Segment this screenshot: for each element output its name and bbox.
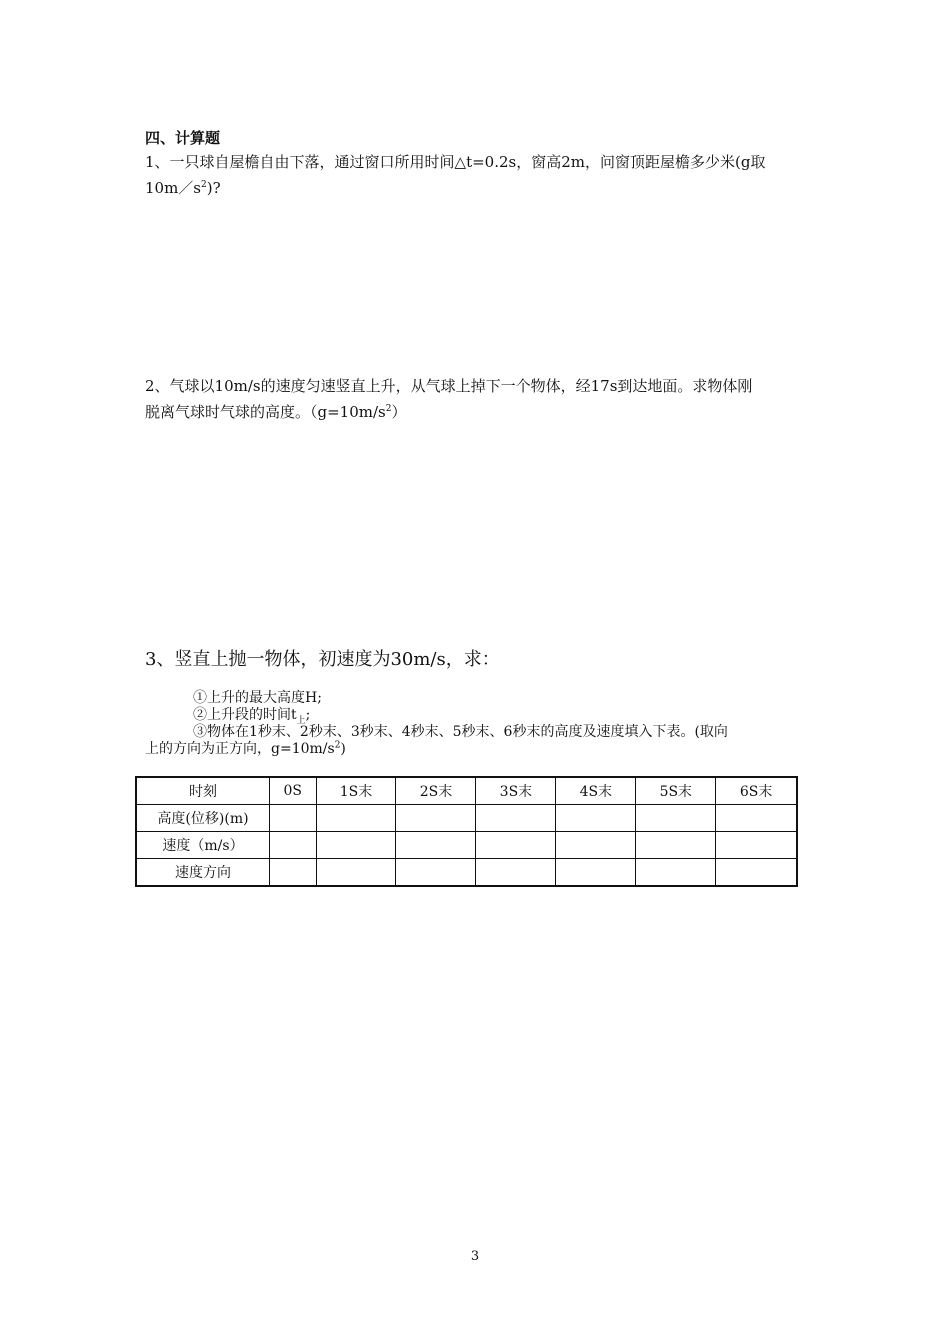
question-3-sub-2-end: ; (305, 707, 311, 723)
question-2-line-2 (145, 399, 810, 425)
question-3-sub-3-text: 上的方向为正方向，g=10m/s (145, 741, 335, 757)
table-cell (556, 832, 636, 859)
superscript: 2 (334, 740, 341, 751)
table-cell (716, 859, 797, 887)
table-header-cell: 0S (270, 777, 317, 805)
table-row-label: 速度方向 (136, 859, 270, 887)
table-cell (476, 805, 556, 832)
table-cell (716, 832, 797, 859)
table-cell (636, 805, 716, 832)
table-header-cell: 2S末 (396, 777, 476, 805)
question-1-text-end: )? (206, 179, 221, 197)
table-cell (636, 859, 716, 887)
table-cell (270, 805, 317, 832)
question-2-line-1: 2、气球以10m/s的速度匀速竖直上升，从气球上掉下一个物体，经17s到达地面。求物体刚 (145, 377, 753, 395)
table-cell (316, 859, 396, 887)
table-cell (556, 859, 636, 887)
question-3-sub-2-text: ②上升段的时间t (193, 707, 297, 723)
question-1 (145, 149, 810, 201)
table-cell (476, 859, 556, 887)
table-row-label: 速度（m/s） (136, 832, 270, 859)
table-cell (636, 832, 716, 859)
question-1-line-2 (145, 175, 810, 201)
question-3-sub-3-line-1: ③物体在1秒末、2秒末、3秒末、4秒末、5秒末、6秒末的高度及速度填入下表。(取向 (193, 724, 728, 740)
superscript: 2 (385, 404, 392, 414)
subscript: 上 (296, 715, 306, 726)
table-row-label: 高度(位移)(m) (136, 805, 270, 832)
table-cell (316, 805, 396, 832)
table-cell (716, 805, 797, 832)
question-3-sub-3-end: ) (340, 741, 346, 757)
table-row (136, 859, 797, 887)
table-header-cell: 时刻 (136, 777, 270, 805)
table-cell (270, 859, 317, 887)
question-3-sub-1: ①上升的最大高度H; (193, 690, 322, 706)
question-3-title: 3、竖直上抛一物体，初速度为30m/s，求： (145, 649, 500, 670)
question-3-sub-2 (193, 707, 310, 724)
table-header-cell: 4S末 (556, 777, 636, 805)
table-header-cell: 6S末 (716, 777, 797, 805)
table-row (136, 805, 797, 832)
table-header-cell: 5S末 (636, 777, 716, 805)
question-1-line-1: 1、一只球自屋檐自由下落，通过窗口所用时间△t=0.2s，窗高2m，问窗顶距屋檐多少米(g取 (145, 153, 766, 171)
question-2-text-end: ） (391, 403, 407, 421)
question-1-text: 10m／s (145, 179, 202, 197)
table-header-cell: 1S末 (316, 777, 396, 805)
question-3-sub-3-line-2 (145, 741, 346, 758)
section-heading: 四、计算题 (145, 129, 221, 147)
table-cell (270, 832, 317, 859)
page-number: 3 (470, 1249, 480, 1264)
table-cell (396, 805, 476, 832)
question-2 (145, 373, 810, 425)
table-cell (396, 832, 476, 859)
superscript: 2 (201, 180, 207, 190)
answer-table (135, 776, 798, 887)
table-header-row (136, 777, 797, 805)
table-cell (476, 832, 556, 859)
table-row (136, 832, 797, 859)
table-cell (316, 832, 396, 859)
table-header-cell: 3S末 (476, 777, 556, 805)
table-cell (556, 805, 636, 832)
table-cell (396, 859, 476, 887)
question-2-text: 脱离气球时气球的高度。（g=10m/s (145, 403, 386, 421)
